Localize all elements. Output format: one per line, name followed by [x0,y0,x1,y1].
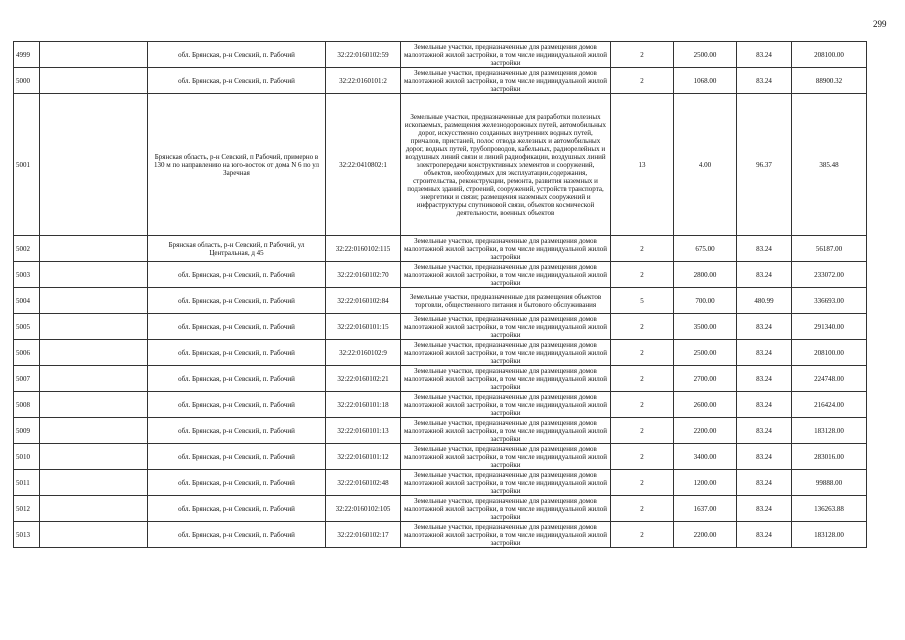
cadastral-value-cell: 385.48 [792,94,867,236]
table-row [14,288,867,314]
table-row [14,236,867,262]
cadastral-value-cell: 291340.00 [792,314,867,340]
area-cell: 1068.00 [674,68,737,94]
category-code-cell: 2 [611,68,674,94]
row-number: 5007 [14,366,40,392]
category-code-cell: 5 [611,288,674,314]
table-row [14,444,867,470]
spacer-cell [40,366,148,392]
row-number: 5001 [14,94,40,236]
category-code-cell: 2 [611,392,674,418]
cadastral-value-cell: 88900.32 [792,68,867,94]
spacer-cell [40,392,148,418]
rate-cell: 83.24 [737,42,792,68]
rate-cell: 83.24 [737,236,792,262]
page-number: 299 [873,19,887,29]
row-number: 5012 [14,496,40,522]
rate-cell: 83.24 [737,470,792,496]
area-cell: 2600.00 [674,392,737,418]
permitted-use-cell: Земельные участки, предназначенные для размещения домов малоэтажной жилой застройки, в том числе индивидуальной жилой застройки [401,392,611,418]
cadastral-value-cell: 283016.00 [792,444,867,470]
cadastral-number-cell: 32:22:0160101:2 [326,68,401,94]
cadastral-value-cell: 216424.00 [792,392,867,418]
cadastral-number-cell: 32:22:0160101:18 [326,392,401,418]
cadastral-number-cell: 32:22:0160101:12 [326,444,401,470]
table-row [14,42,867,68]
rate-cell: 83.24 [737,418,792,444]
cadastral-value-cell: 136263.88 [792,496,867,522]
rate-cell: 83.24 [737,496,792,522]
permitted-use-cell: Земельные участки, предназначенные для размещения домов малоэтажной жилой застройки, в том числе индивидуальной жилой застройки [401,444,611,470]
cadastral-value-cell: 224748.00 [792,366,867,392]
address-cell: обл. Брянская, р-н Севский, п. Рабочий [148,470,326,496]
rate-cell: 480.99 [737,288,792,314]
category-code-cell: 13 [611,94,674,236]
row-number: 5010 [14,444,40,470]
rate-cell: 83.24 [737,366,792,392]
address-cell: обл. Брянская, р-н Севский, п. Рабочий [148,288,326,314]
rate-cell: 96.37 [737,94,792,236]
category-code-cell: 2 [611,418,674,444]
permitted-use-cell: Земельные участки, предназначенные для размещения объектов торговли, общественного питания и бытового обслуживания [401,288,611,314]
row-number: 5000 [14,68,40,94]
category-code-cell: 2 [611,314,674,340]
row-number: 5013 [14,522,40,548]
area-cell: 1637.00 [674,496,737,522]
table-row [14,366,867,392]
cadastral-number-cell: 32:22:0160101:15 [326,314,401,340]
cadastral-value-cell: 99888.00 [792,470,867,496]
area-cell: 2200.00 [674,418,737,444]
category-code-cell: 2 [611,340,674,366]
row-number: 5006 [14,340,40,366]
cadastral-number-cell: 32:22:0160102:59 [326,42,401,68]
address-cell: Брянская область, р-н Севский, п Рабочий, примерно в 130 м по направлению на юго-восток от дома N 6 по ул Заречная [148,94,326,236]
table-row [14,392,867,418]
cadastral-value-cell: 183128.00 [792,418,867,444]
area-cell: 1200.00 [674,470,737,496]
land-registry-table [13,41,867,548]
category-code-cell: 2 [611,42,674,68]
rate-cell: 83.24 [737,522,792,548]
rate-cell: 83.24 [737,68,792,94]
row-number: 5011 [14,470,40,496]
rate-cell: 83.24 [737,444,792,470]
permitted-use-cell: Земельные участки, предназначенные для размещения домов малоэтажной жилой застройки, в том числе индивидуальной жилой застройки [401,522,611,548]
row-number: 5004 [14,288,40,314]
table-row [14,262,867,288]
area-cell: 2700.00 [674,366,737,392]
rate-cell: 83.24 [737,314,792,340]
area-cell: 3500.00 [674,314,737,340]
category-code-cell: 2 [611,366,674,392]
cadastral-value-cell: 183128.00 [792,522,867,548]
row-number: 5002 [14,236,40,262]
category-code-cell: 2 [611,522,674,548]
table-row [14,314,867,340]
permitted-use-cell: Земельные участки, предназначенные для размещения домов малоэтажной жилой застройки, в том числе индивидуальной жилой застройки [401,68,611,94]
cadastral-number-cell: 32:22:0160102:9 [326,340,401,366]
row-number: 5005 [14,314,40,340]
spacer-cell [40,236,148,262]
category-code-cell: 2 [611,262,674,288]
rate-cell: 83.24 [737,262,792,288]
row-number: 4999 [14,42,40,68]
cadastral-value-cell: 208100.00 [792,340,867,366]
row-number: 5009 [14,418,40,444]
spacer-cell [40,288,148,314]
cadastral-number-cell: 32:22:0160101:13 [326,418,401,444]
cadastral-number-cell: 32:22:0160102:84 [326,288,401,314]
category-code-cell: 2 [611,236,674,262]
table-row [14,522,867,548]
permitted-use-cell: Земельные участки, предназначенные для размещения домов малоэтажной жилой застройки, в том числе индивидуальной жилой застройки [401,366,611,392]
address-cell: обл. Брянская, р-н Севский, п. Рабочий [148,366,326,392]
spacer-cell [40,496,148,522]
area-cell: 2500.00 [674,42,737,68]
spacer-cell [40,94,148,236]
cadastral-number-cell: 32:22:0160102:48 [326,470,401,496]
table-row [14,68,867,94]
permitted-use-cell: Земельные участки, предназначенные для разработки полезных ископаемых, размещения железнодорожных путей, автомобильных дорог, искусственно созданных внутренних водных путей, причалов, пристаней, полос отвода железных и автомобильных дорог, водных путей, трубопроводов, кабельных, радиорелейных и воздушных линий связи и линий радиофикации, воздушных линий электропередачи конструктивных элементов и сооружений, объектов, необходимых для эксплуатации,содержания, строительства, реконструкции, ремонта, развития наземных и подземных зданий, строений, сооружений, устройств транспорта, энергетики и связи; размещения наземных сооружений и инфраструктуры спутниковой связи, объектов космической деятельности, военных объектов [401,94,611,236]
area-cell: 4.00 [674,94,737,236]
spacer-cell [40,68,148,94]
cadastral-number-cell: 32:22:0160102:115 [326,236,401,262]
table-row [14,470,867,496]
address-cell: обл. Брянская, р-н Севский, п. Рабочий [148,68,326,94]
cadastral-number-cell: 32:22:0160102:70 [326,262,401,288]
permitted-use-cell: Земельные участки, предназначенные для размещения домов малоэтажной жилой застройки, в том числе индивидуальной жилой застройки [401,340,611,366]
table-row [14,340,867,366]
permitted-use-cell: Земельные участки, предназначенные для размещения домов малоэтажной жилой застройки, в том числе индивидуальной жилой застройки [401,496,611,522]
spacer-cell [40,314,148,340]
permitted-use-cell: Земельные участки, предназначенные для размещения домов малоэтажной жилой застройки, в том числе индивидуальной жилой застройки [401,236,611,262]
table-row [14,94,867,236]
cadastral-value-cell: 336693.00 [792,288,867,314]
address-cell: Брянская область, р-н Севский, п Рабочий, ул Центральная, д 45 [148,236,326,262]
category-code-cell: 2 [611,470,674,496]
address-cell: обл. Брянская, р-н Севский, п. Рабочий [148,314,326,340]
spacer-cell [40,42,148,68]
spacer-cell [40,262,148,288]
permitted-use-cell: Земельные участки, предназначенные для размещения домов малоэтажной жилой застройки, в том числе индивидуальной жилой застройки [401,42,611,68]
category-code-cell: 2 [611,496,674,522]
address-cell: обл. Брянская, р-н Севский, п. Рабочий [148,340,326,366]
spacer-cell [40,444,148,470]
cadastral-number-cell: 32:22:0160102:21 [326,366,401,392]
cadastral-value-cell: 233072.00 [792,262,867,288]
address-cell: обл. Брянская, р-н Севский, п. Рабочий [148,418,326,444]
address-cell: обл. Брянская, р-н Севский, п. Рабочий [148,262,326,288]
cadastral-number-cell: 32:22:0410802:1 [326,94,401,236]
cadastral-value-cell: 56187.00 [792,236,867,262]
permitted-use-cell: Земельные участки, предназначенные для размещения домов малоэтажной жилой застройки, в том числе индивидуальной жилой застройки [401,418,611,444]
table-body [14,42,867,548]
address-cell: обл. Брянская, р-н Севский, п. Рабочий [148,392,326,418]
address-cell: обл. Брянская, р-н Севский, п. Рабочий [148,444,326,470]
spacer-cell [40,418,148,444]
area-cell: 675.00 [674,236,737,262]
spacer-cell [40,340,148,366]
cadastral-value-cell: 208100.00 [792,42,867,68]
row-number: 5008 [14,392,40,418]
rate-cell: 83.24 [737,340,792,366]
table-row [14,418,867,444]
cadastral-number-cell: 32:22:0160102:105 [326,496,401,522]
cadastral-number-cell: 32:22:0160102:17 [326,522,401,548]
area-cell: 3400.00 [674,444,737,470]
permitted-use-cell: Земельные участки, предназначенные для размещения домов малоэтажной жилой застройки, в том числе индивидуальной жилой застройки [401,470,611,496]
table-row [14,496,867,522]
address-cell: обл. Брянская, р-н Севский, п. Рабочий [148,42,326,68]
area-cell: 2800.00 [674,262,737,288]
rate-cell: 83.24 [737,392,792,418]
row-number: 5003 [14,262,40,288]
area-cell: 2200.00 [674,522,737,548]
permitted-use-cell: Земельные участки, предназначенные для размещения домов малоэтажной жилой застройки, в том числе индивидуальной жилой застройки [401,314,611,340]
area-cell: 700.00 [674,288,737,314]
address-cell: обл. Брянская, р-н Севский, п. Рабочий [148,496,326,522]
permitted-use-cell: Земельные участки, предназначенные для размещения домов малоэтажной жилой застройки, в том числе индивидуальной жилой застройки [401,262,611,288]
address-cell: обл. Брянская, р-н Севский, п. Рабочий [148,522,326,548]
spacer-cell [40,522,148,548]
spacer-cell [40,470,148,496]
category-code-cell: 2 [611,444,674,470]
area-cell: 2500.00 [674,340,737,366]
